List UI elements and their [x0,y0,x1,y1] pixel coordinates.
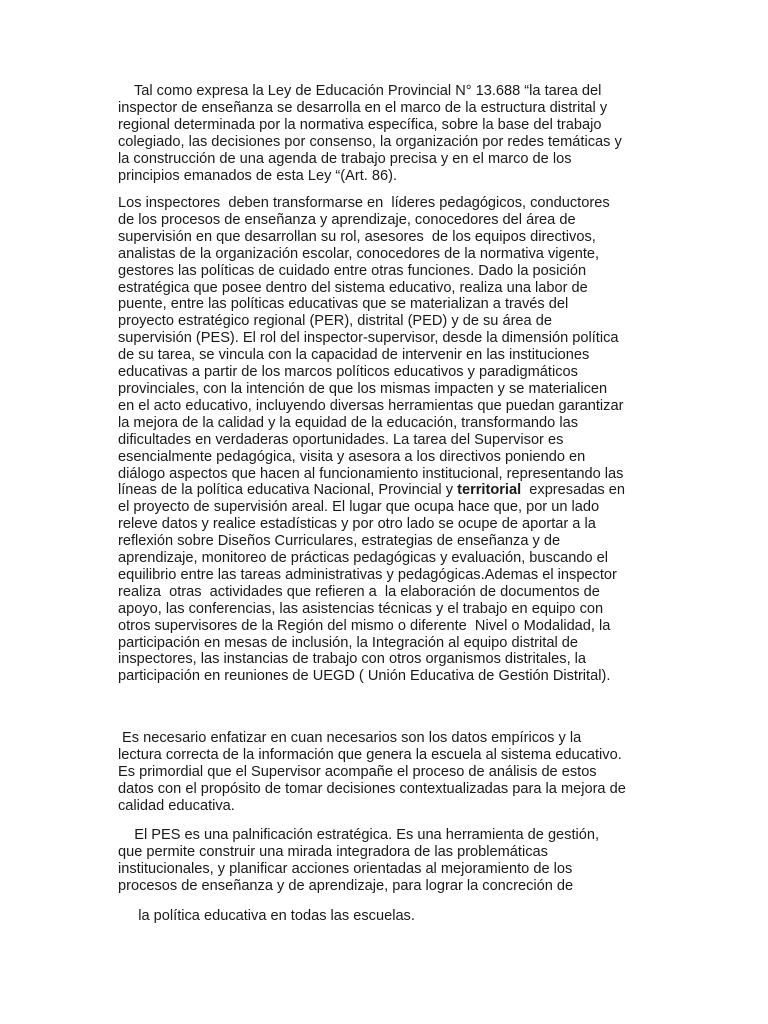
text-line: otros supervisores de la Región del mismo o diferente Nivel o Modalidad, la [118,617,611,634]
text-line: supervisión en que desarrollan su rol, asesores de los equipos directivos, [118,228,596,245]
text-line: puente, entre las políticas educativas que se materializan a través del [118,296,569,313]
text-line: de los procesos de enseñanza y aprendizaje, conocedores del área de [118,211,576,228]
text-line: apoyo, las conferencias, las asistencias técnicas y el trabajo en equipo con [118,600,604,617]
text-line: supervisión (PES). El rol del inspector-supervisor, desde la dimensión política [118,330,619,347]
text-line: Los inspectores deben transformarse en líderes pedagógicos, conductores [118,195,610,211]
paragraph-politica-educativa [118,908,663,925]
text-line: inspector de enseñanza se desarrolla en el marco de la estructura distrital y [118,99,608,116]
text-line: proyecto estratégico regional (PER), distrital (PED) y de su área de [118,313,552,330]
text-line: aprendizaje, monitoreo de prácticas pedagógicas y evaluación, buscando el [118,550,609,567]
text-line: en el acto educativo, incluyendo diversas herramientas que puedan garantizar [118,397,624,414]
text-line: inspectores, las instancias de trabajo con otros organismos distritales, la [118,651,587,668]
text-line: reflexión sobre Diseños Curriculares, estrategias de enseñanza y de [118,533,561,550]
text-line: la política educativa en todas las escuelas. [118,908,415,924]
text-line: que permite construir una mirada integradora de las problemáticas [118,843,548,860]
text-line: educativas a partir de los marcos políticos educativos y paradigmáticos [118,364,578,381]
text-line: colegiado, las decisiones por consenso, la organización por redes temáticas y [118,133,622,150]
text-line: de su tarea, se vincula con la capacidad de intervenir en las instituciones [118,347,590,364]
text-line: la construcción de una agenda de trabajo precisa y en el marco de los [118,150,572,167]
text-line: institucionales, y planificar acciones orientadas al mejoramiento de los [118,860,573,877]
text-line: realiza otras actividades que refieren a la elaboración de documentos de [118,583,600,600]
text-line: procesos de enseñanza y de aprendizaje, para lograr la concreción de [118,877,574,894]
text-line: equilibrio entre las tareas administrativas y pedagógicas.Ademas el inspector [118,566,617,583]
text-segment: expresadas en [521,482,626,499]
text-line: regional determinada por la normativa específica, sobre la base del trabajo [118,116,602,133]
text-line: principios emanados de esta Ley “(Art. 86). [118,167,398,184]
text-line: diálogo aspectos que hacen al funcionamiento institucional, representando las [118,465,624,482]
text-line: gestores las políticas de cuidado entre otras funciones. Dado la posición [118,262,587,279]
text-line: la mejora de la calidad y la equidad de la educación, transformando las [118,414,578,431]
paragraph-inspectores [118,195,663,685]
text-line: dificultades en verdaderas oportunidades. La tarea del Supervisor es [118,431,564,448]
paragraph-datos-empiricos [118,730,663,815]
bold-word-territorial: territorial [457,482,522,499]
text-line: participación en reuniones de UEGD ( Unión Educativa de Gestión Distrital). [118,668,611,685]
text-line: estratégica que posee dentro del sistema educativo, realiza una labor de [118,279,588,296]
text-line: participación en mesas de inclusión, la Integración al equipo distrital de [118,634,578,651]
text-line: Es necesario enfatizar en cuan necesarios son los datos empíricos y la [118,730,582,746]
text-line: El PES es una palnificación estratégica. Es una herramienta de gestión, [118,827,600,843]
text-line: releve datos y realice estadísticas y por otro lado se ocupe de aportar a la [118,516,596,533]
text-line: el proyecto de supervisión areal. El lugar que ocupa hace que, por un lado [118,499,600,516]
text-line: calidad educativa. [118,797,235,814]
text-line: datos con el propósito de tomar decisiones contextualizadas para la mejora de [118,780,626,797]
text-line: Es primordial que el Supervisor acompañe el proceso de análisis de estos [118,763,597,780]
text-segment: líneas de la política educativa Nacional, Provincial y [118,482,458,499]
text-line-with-bold [118,482,663,499]
text-line: provinciales, con la intención de que los mismas impacten y se materialicen [118,380,608,397]
text-line: esencialmente pedagógica, visita y asesora a los directivos poniendo en [118,448,586,465]
paragraph-pes [118,827,663,895]
text-line: analistas de la organización escolar, conocedores de la normativa vigente, [118,245,600,262]
text-line: lectura correcta de la información que genera la escuela al sistema educativo. [118,746,622,763]
paragraph-ley-educacion [118,83,663,184]
text-line: Tal como expresa la Ley de Educación Provincial N° 13.688 “la tarea del [118,83,602,99]
